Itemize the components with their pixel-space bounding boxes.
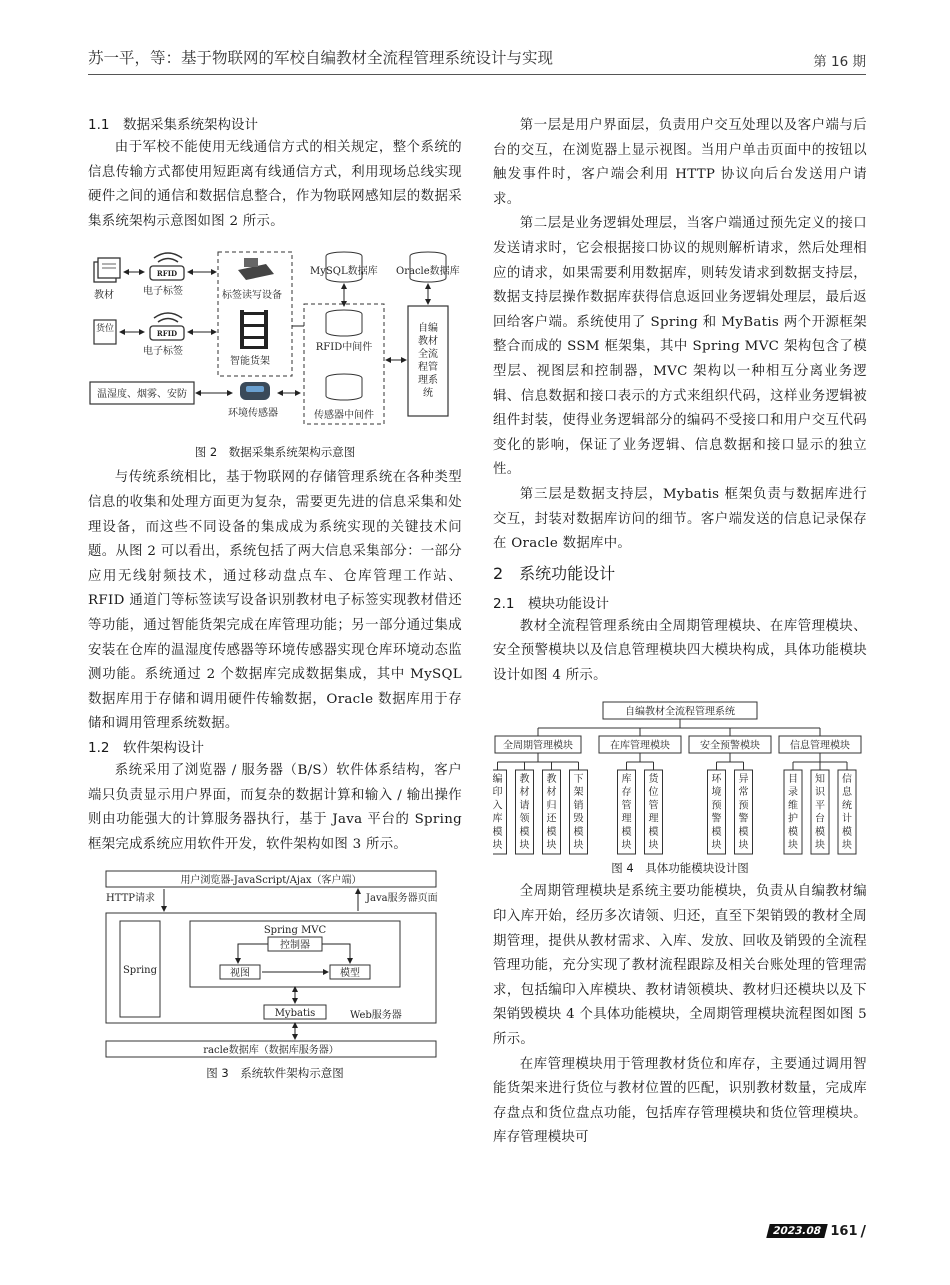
label-mysql: MySQL数据库 (310, 266, 378, 278)
issue-number: 第 16 期 (813, 54, 866, 70)
issue-date-badge: 2023.08 (766, 1224, 827, 1238)
paragraph: 与传统系统相比，基于物联网的存储管理系统在各种类型信息的收集和处理方面更为复杂，需要更先进的信息采集和处理设备，而这些不同设备的集成成为系统实现的关键技术问题。从图 2 可以看出，系统包括了两大信息采集部分：一部分应用无线射频技术，通过移动盘点车、仓库管理工作站、RFID 通道门等标签读写设备识别教材电子标签实现教材借还等功能，通过智能货架完成在库管理功能；另一部分通过集成安装在仓库的温湿度传感器等环境传感器实现仓库环境动态监测功能。系统通过 2 个数据库完成数据集成，其中 MySQL 数据库用于存储和调用硬件传输数据，Oracle 数据库用于存储和调用管理系统数据。 (88, 470, 462, 732)
rfid-tag-icon (150, 253, 184, 280)
paragraph: 第二层是业务逻辑处理层，当客户端通过预先定义的接口发送请求时，它会根据接口协议的规则解析请求，然后处理相应的请求，如果需要利用数据库，则转发请求到数据支持层，数据支持层操作数据库获得信息返回业务逻辑处理层，最后返回给客户端。系统使用了 Spring 和 MyBatis 两个开源框架整合而成的 SSM 框架集，其中 Spring MVC 架构包含了模型层、视图层和控制器，MVC 架构以一种相互分离业务逻辑、信息数据和接口表示的方式来组织代码，这样业务逻辑被组件封装，使得业务逻辑部分的编码不受接口和用户交互代码变化的影响，保证了业务逻辑、信息数据和接口显示的独立性。 (493, 216, 867, 478)
label-dianzi-biaoqian-2: 电子标签 (143, 346, 183, 358)
tree-group-label: 在库管理模块 (610, 740, 670, 752)
paragraph: 系统采用了浏览器 / 服务器（B/S）软件体系结构，客户端只负责显示用户界面，而复杂的数据计算和输入 / 输出操作则由功能强大的计算服务器执行，基于 Java 平台的 Spring 框架完成系统应用软件开发，软件架构如图 3 所示。 (88, 762, 462, 852)
svg-text:RFID: RFID (156, 329, 178, 339)
label-zhineng-huojia: 智能货架 (230, 356, 270, 368)
figure-4-tree (493, 700, 867, 858)
sensor-middleware-icon (326, 374, 362, 400)
label-biaoqian-shebei: 标签读写设备 (222, 290, 282, 302)
tree-leaf-label: 异常预警模块 (738, 774, 749, 852)
label-controller: 控制器 (280, 940, 310, 952)
running-title: 苏一平，等：基于物联网的军校自编教材全流程管理系统设计与实现 (88, 49, 554, 67)
env-sensor-icon (240, 382, 270, 400)
label-rfid-middleware: RFID中间件 (315, 342, 373, 354)
page-footer (768, 1222, 866, 1240)
rfid-middleware-icon (326, 310, 362, 336)
reader-device-icon (238, 258, 274, 280)
figure-4-caption: 图 4 具体功能模块设计图 (611, 861, 749, 876)
rfid-tag-icon-2 (150, 313, 184, 340)
tree-leaf-label: 编印入库模块 (493, 774, 503, 852)
label-view: 视图 (230, 968, 250, 980)
label-web-server: Web服务器 (350, 1010, 402, 1022)
section-1-1-heading: 1.1 数据采集系统架构设计 (88, 117, 258, 133)
label-sensors: 温湿度、烟雾、安防 (97, 389, 187, 401)
left-column (88, 114, 462, 1081)
tree-leaf-label: 下架销毁模块 (573, 774, 584, 852)
figure-4 (493, 700, 867, 876)
label-db-server: racle数据库（数据库服务器） (203, 1045, 339, 1057)
section-2-1-heading: 2.1 模块功能设计 (493, 595, 609, 612)
tree-leaf-label: 环境预警模块 (711, 774, 722, 852)
figure-2-diagram (88, 248, 462, 440)
label-browser: 用户浏览器-JavaScript/Ajax（客户端） (180, 875, 362, 887)
tree-leaf-label: 教材请领模块 (519, 774, 530, 852)
label-dianzi-biaoqian: 电子标签 (143, 286, 183, 298)
slash-mark: / (860, 1222, 866, 1240)
paragraph: 第三层是数据支持层，Mybatis 框架负责与数据库进行交互，封装对数据库访问的细节。客户端发送的信息记录保存在 Oracle 数据库中。 (493, 486, 867, 552)
paragraph: 第一层是用户界面层，负责用户交互处理以及客户端与后台的交互，在浏览器上显示视图。当用户单击页面中的按钮以触发事件时，客户端会利用 HTTP 协议向后台发送用户请求。 (493, 118, 867, 207)
tree-group-label: 信息管理模块 (790, 740, 850, 752)
tree-group-label: 全周期管理模块 (503, 740, 573, 752)
figure-3-diagram (88, 869, 462, 1063)
label-sensor-middleware: 传感器中间件 (314, 410, 374, 422)
label-java-page: Java服务器页面 (366, 893, 438, 905)
figure-3-caption: 图 3 系统软件架构示意图 (206, 1066, 344, 1081)
figure-2 (88, 248, 462, 460)
paragraph: 由于军校不能使用无线通信方式的相关规定，整个系统的信息传输方式都使用短距离有线通信方式，利用现场总线实现硬件之间的通信和数据信息整合，作为物联网感知层的数据采集系统架构示意图如图 2 所示。 (88, 140, 462, 229)
label-system-box: 自编教材全流程管理系统 (418, 323, 438, 400)
figure-3 (88, 869, 462, 1081)
smart-shelf-icon (240, 310, 268, 349)
page-number: 161 (830, 1223, 858, 1239)
tree-leaf-label: 库存管理模块 (621, 774, 632, 852)
figure-2-caption: 图 2 数据采集系统架构示意图 (194, 445, 356, 460)
tree-leaf-label: 信息统计模块 (842, 774, 852, 852)
right-column (493, 114, 867, 1151)
label-huowei: 货位 (95, 324, 115, 335)
label-spring-mvc: Spring MVC (263, 925, 327, 937)
tree-leaf-label: 目录维护模块 (788, 774, 798, 852)
section-2-heading: 2 系统功能设计 (493, 563, 616, 583)
label-model: 模型 (340, 968, 360, 980)
label-oracle: Oracle数据库 (396, 266, 460, 278)
label-spring: Spring (122, 965, 158, 977)
paragraph: 全周期管理模块是系统主要功能模块，负责从自编教材编印入库开始，经历多次请领、归还，直至下架销毁的教材全周期管理，提供从教材需求、入库、发放、回收及销毁的全流程管理功能，充分实现了教材流程跟踪及相关台账处理的管理需求，包括编印入库模块、教材请领模块、教材归还模块以及下架销毁模块 4 个具体功能模块，全周期管理模块流程图如图 5 所示。 (493, 884, 867, 1048)
paragraph: 在库管理模块用于管理教材货位和库存，主要通过调用智能货架来进行货位与教材位置的匹配，识别教材数量，完成库存盘点和货位盘点功能，包括库存管理模块和货位管理模块。库存管理模块可 (493, 1056, 867, 1146)
label-mybatis: Mybatis (274, 1008, 316, 1020)
label-jiaocai: 教材 (94, 290, 114, 302)
tree-leaf-label: 知识平台模块 (815, 774, 825, 852)
tree-group-label: 安全预警模块 (700, 740, 760, 752)
book-icon (94, 258, 120, 282)
tree-leaf-label: 货位管理模块 (648, 774, 659, 852)
header-rule (88, 74, 866, 75)
tree-root-label: 自编教材全流程管理系统 (625, 706, 735, 718)
section-1-2-heading: 1.2 软件架构设计 (88, 739, 204, 756)
label-http-request: HTTP请求 (106, 893, 155, 905)
tree-leaf-label: 教材归还模块 (546, 774, 557, 852)
label-env-sensor: 环境传感器 (228, 408, 278, 420)
svg-text:RFID: RFID (156, 269, 178, 279)
paragraph: 教材全流程管理系统由全周期管理模块、在库管理模块、安全预警模块以及信息管理模块四大模块构成，具体功能模块设计如图 4 所示。 (493, 618, 867, 683)
